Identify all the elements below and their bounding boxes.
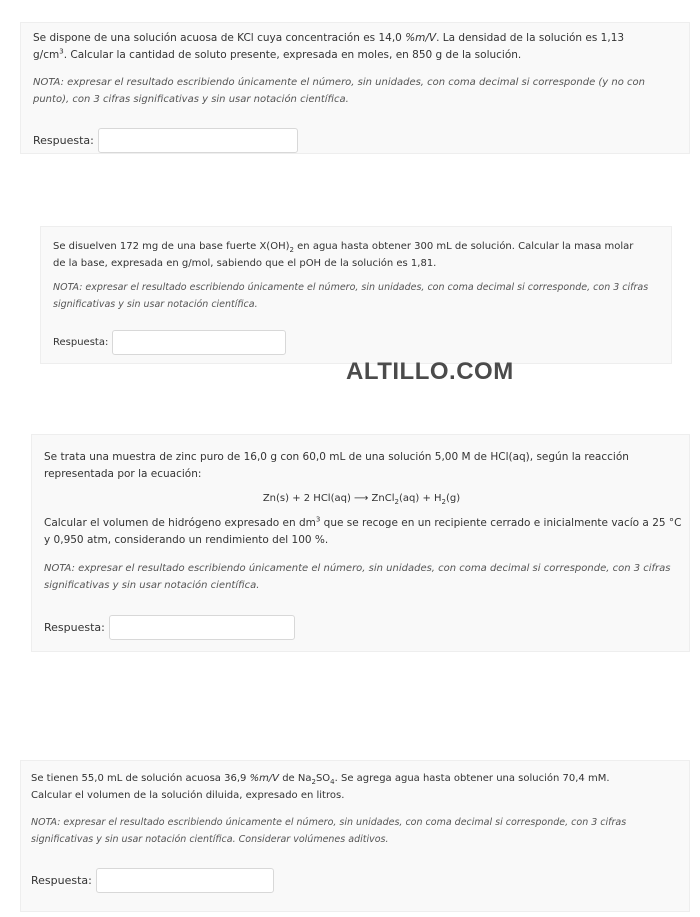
question-text: Se disuelven 172 mg de una base fuerte $X(OH)_2$ en agua hasta obtener 300 mL de solución. Calcular la masa molar de la base, expresada en g/mol, sabiendo que el pOH de la solución es 1,81.: [53, 241, 634, 269]
answer-label: Respuesta:: [53, 337, 109, 348]
question-note: NOTA: expresar el resultado escribiendo únicamente el número, sin unidades, con coma decimal si corresponde, con 3 cifras significativas y sin usar notación científica.: [53, 282, 649, 310]
question-card-3: [31, 434, 690, 652]
question-text: Se dispone de una solución acuosa de KCl cuya concentración es 14,0 %m/V. La densidad de la solución es 1,13 $g/cm^3$. Calcular la cantidad de soluto presente, expresada en moles, en 850 g de la solución.: [33, 32, 625, 61]
answer-input[interactable]: [112, 330, 286, 355]
answer-row: [53, 330, 286, 355]
answer-input[interactable]: [109, 615, 295, 640]
watermark: ALTILLO.COM: [346, 358, 514, 385]
question-card-2: [40, 226, 672, 364]
answer-label: Respuesta:: [44, 621, 105, 634]
question-text: Se tienen 55,0 mL de solución acuosa 36,9 %m/V de $Na_2SO_4$. Se agrega agua hasta obtener una solución 70,4 mM. Calcular el volumen de la solución diluida, expresado en litros.: [31, 773, 610, 801]
answer-row: [33, 128, 298, 153]
question-text-2: Calcular el volumen de hidrógeno expresado en $dm^3$ que se recoge en un recipiente cerrado e inicialmente vacío a 25 °C y 0,950 atm, considerando un rendimiento del 100 %.: [44, 515, 682, 546]
question-card-1: [20, 22, 690, 154]
answer-row: [31, 868, 274, 893]
answer-label: Respuesta:: [33, 134, 94, 147]
question-note: NOTA: expresar el resultado escribiendo únicamente el número, sin unidades, con coma decimal si corresponde (y no con punto), con 3 cifras significativas y sin usar notación científica.: [33, 77, 645, 105]
answer-label: Respuesta:: [31, 874, 92, 887]
reaction-equation: Zn(s) + 2 HCl(aq) ⟶ ZnCl$_2$(aq) + $H_2(g)$: [262, 493, 461, 506]
answer-input[interactable]: [98, 128, 298, 153]
answer-row: [44, 615, 295, 640]
question-note: NOTA: expresar el resultado escribiendo únicamente el número, sin unidades, con coma decimal si corresponde, con 3 cifras significativas y sin usar notación científica.: [44, 563, 671, 591]
question-note: NOTA: expresar el resultado escribiendo únicamente el número, sin unidades, con coma decimal si corresponde, con 3 cifras significativas y sin usar notación científica. Considerar volúmenes aditivos.: [31, 817, 627, 845]
answer-input[interactable]: [96, 868, 274, 893]
question-text: Se trata una muestra de zinc puro de 16,0 g con 60,0 mL de una solución 5,00 M de HCl(aq), según la reacción representada por la ecuación:: [44, 451, 629, 480]
question-card-4: [20, 760, 690, 912]
